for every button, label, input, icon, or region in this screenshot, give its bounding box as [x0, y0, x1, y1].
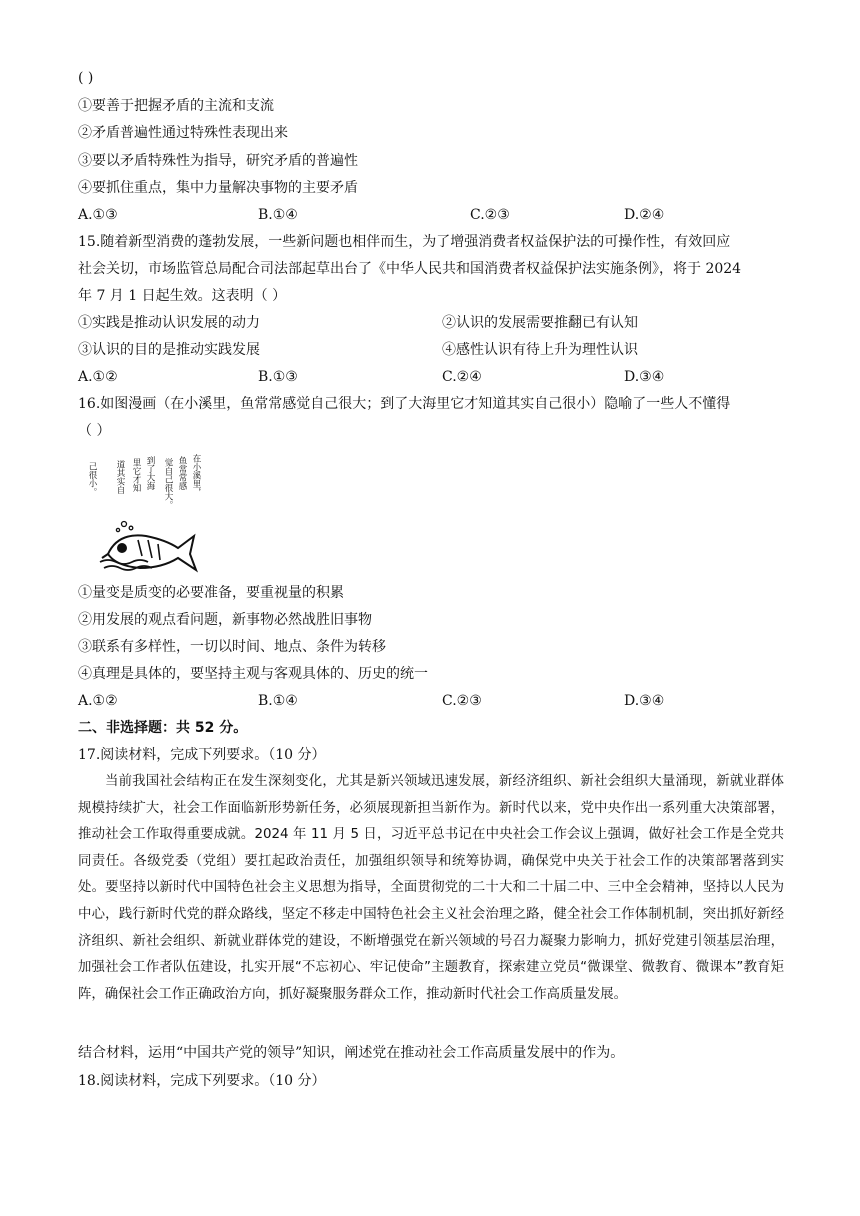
q17-title: 17.阅读材料，完成下列要求。（10 分）	[78, 747, 326, 763]
q16-option-d: D.③④	[624, 693, 665, 709]
q15-option-a: A.①②	[78, 369, 118, 385]
q15-option-d: D.③④	[624, 369, 665, 385]
bubbles-icon	[116, 522, 132, 532]
q14-statement-2: ②矛盾普遍性通过特殊性表现出来	[78, 125, 288, 141]
q15-statement-2: ②认识的发展需要推翻已有认知	[442, 315, 638, 331]
q15-option-b: B.①③	[258, 369, 298, 385]
q14-bracket: ( )	[78, 70, 94, 86]
q16-option-c: C.②③	[442, 693, 482, 709]
q16-statement-4: ④真理是具体的，要坚持主观与客观具体的、历史的统一	[78, 666, 428, 682]
cartoon-text-col-4: 到了大海	[145, 456, 155, 490]
q15-stem-line-3: 年 7 月 1 日起生效。这表明（ ）	[78, 288, 287, 304]
cartoon-text-col-5: 里它才知	[131, 458, 141, 492]
q17-question: 结合材料，运用“中国共产党的领导”知识，阐述党在推动社会工作高质量发展中的作为。	[78, 1045, 625, 1061]
q16-statement-1: ①量变是质变的必要准备，要重视量的积累	[78, 585, 344, 601]
fish-icon	[102, 535, 196, 570]
q16-option-b: B.①④	[258, 693, 298, 709]
q15-statement-1: ①实践是推动认识发展的动力	[78, 315, 260, 331]
q18-title: 18.阅读材料，完成下列要求。（10 分）	[78, 1073, 326, 1089]
q14-option-c: C.②③	[470, 207, 510, 223]
q17-material: 当前我国社会结构正在发生深刻变化，尤其是新兴领域迅速发展，新经济组织、新社会组织大量涌现，新就业群体规模持续扩大，社会工作面临新形势新任务，必须展现新担当新作为。新时代以来，党中央作出一系列重大决策部署，推动社会工作取得重要成就。2024 年 11 月 5 日，习近平总书记在中央社会工作会议上强调，做好社会工作是全党共同责任。各级党委（党组）要扛起政治责任，加强组织领导和统筹协调，确保党中央关于社会工作的决策部署落到实处。要坚持以新时代中国特色社会主义思想为指导，全面贯彻党的二十大和二十届二中、三中全会精神，坚持以人民为中心，践行新时代党的群众路线，坚定不移走中国特色社会主义社会治理之路，健全社会工作体制机制，突出抓好新经济组织、新社会组织、新就业群体党的建设，不断增强党在新兴领域的号召力凝聚力影响力，抓好党建引领基层治理，加强社会工作者队伍建设，扎实开展“不忘初心、牢记使命”主题教育，探索建立党员“微课堂、微教育、微课本”教育矩阵，确保社会工作正确政治方向，抓好凝聚服务群众工作，推动新时代社会工作高质量发展。	[78, 774, 784, 1002]
q14-option-b: B.①④	[258, 207, 298, 223]
section-2-title: 二、非选择题：共 52 分。	[78, 720, 248, 736]
cartoon-text-col-7: 己很小。	[87, 462, 97, 496]
cartoon-text-col-6: 道其实自	[115, 460, 125, 494]
q14-statement-3: ③要以矛盾特殊性为指导，研究矛盾的普遍性	[78, 153, 358, 169]
q16-statement-2: ②用发展的观点看问题，新事物必然战胜旧事物	[78, 612, 372, 628]
q15-stem-line-1: 15.随着新型消费的蓬勃发展，一些新问题也相伴而生，为了增强消费者权益保护法的可操作性，有效回应	[78, 234, 731, 250]
cartoon-text-col-2: 鱼常常感	[177, 456, 187, 490]
q15-stem-line-2: 社会关切，市场监管总局配合司法部起草出台了《中华人民共和国消费者权益保护法实施条例》，将于 2024	[78, 261, 742, 277]
fish-cartoon-image	[78, 444, 210, 574]
q15-statement-3: ③认识的目的是推动实践发展	[78, 342, 260, 358]
q15-option-c: C.②④	[442, 369, 482, 385]
cartoon-text-col-3: 觉自己很大。	[163, 458, 173, 509]
q16-option-a: A.①②	[78, 693, 118, 709]
q14-option-d: D.②④	[624, 207, 665, 223]
cartoon-text-col-1: 在小溪里，	[191, 454, 201, 497]
q14-option-a: A.①③	[78, 207, 118, 223]
q16-stem-line-1: 16.如图漫画（在小溪里，鱼常常感觉自己很大；到了大海里它才知道其实自己很小）隐喻了一些人不懂得	[78, 396, 731, 412]
q14-statement-1: ①要善于把握矛盾的主流和支流	[78, 98, 274, 114]
q16-stem-line-2: （ ）	[78, 423, 111, 439]
q16-statement-3: ③联系有多样性，一切以时间、地点、条件为转移	[78, 639, 386, 655]
q15-statement-4: ④感性认识有待上升为理性认识	[442, 342, 638, 358]
q14-statement-4: ④要抓住重点，集中力量解决事物的主要矛盾	[78, 180, 358, 196]
